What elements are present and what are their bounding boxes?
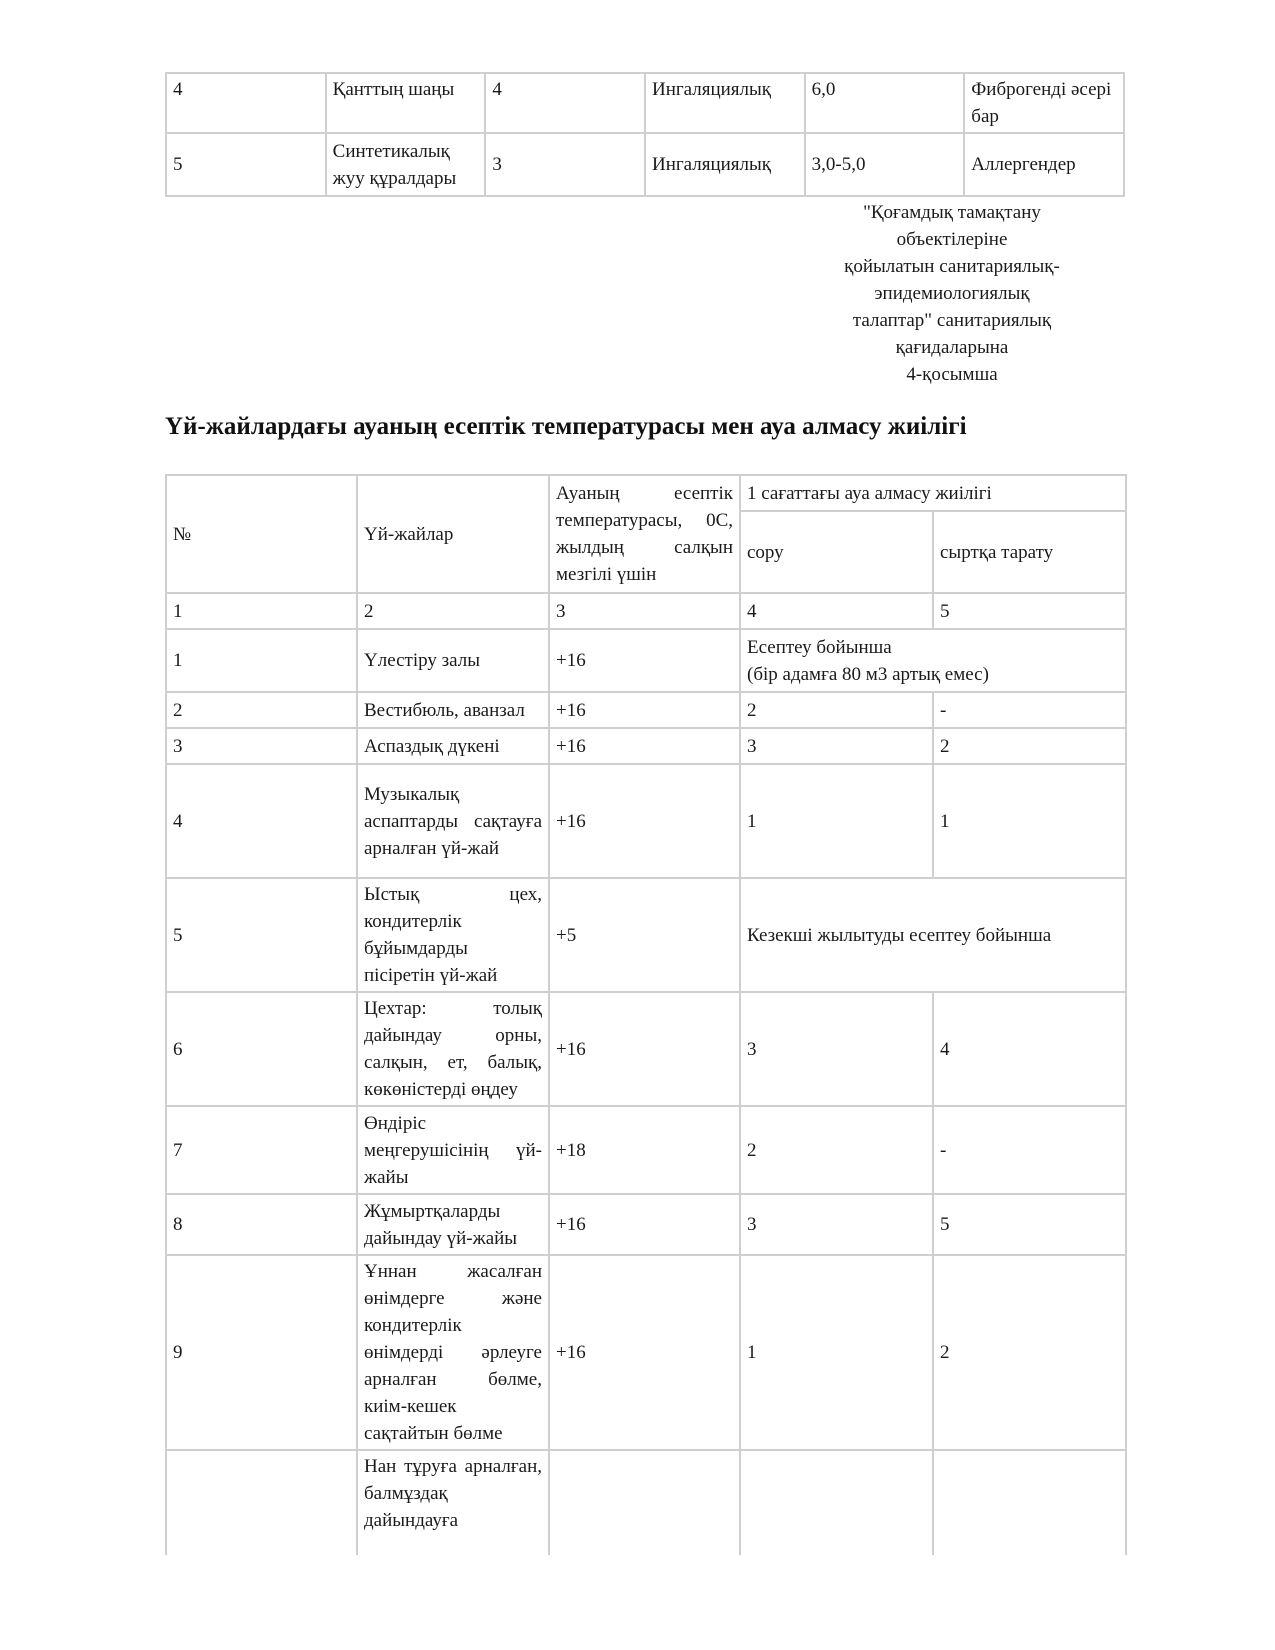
merged-exchange-cell [740, 629, 1126, 692]
row-number: 5 [166, 878, 357, 992]
header-exhaust: сору [740, 511, 933, 593]
exhaust-value: 3 [740, 1194, 933, 1255]
supply-value: 5 [933, 1194, 1126, 1255]
table-row [166, 73, 1124, 133]
temperature-value: +16 [549, 1255, 740, 1450]
row-number: 1 [166, 629, 357, 692]
room-name: Ұннан жасалған өнімдерге және кондитерлік өнімдерді әрлеуге арналған бөлме, киім-кешек сақтайтын бөлме [357, 1255, 549, 1450]
table-row [166, 629, 1126, 692]
merged-exchange-text: Есептеу бойынша [747, 636, 892, 658]
annex-line: эпидемиологиялық [874, 283, 1030, 304]
supply-value [933, 1450, 1126, 1555]
temperature-value: +16 [549, 992, 740, 1106]
row-number: 7 [166, 1106, 357, 1194]
supply-value: 4 [933, 992, 1126, 1106]
temperature-value [549, 1450, 740, 1555]
exhaust-value: 1 [740, 1255, 933, 1450]
row-number [166, 1450, 357, 1555]
table-cell: 6,0 [805, 73, 965, 133]
table-row [166, 1255, 1126, 1450]
header-number: № [166, 475, 357, 593]
room-name: Үлестіру залы [357, 629, 549, 692]
air-temperature-table [165, 474, 1127, 1555]
header-air-exchange: 1 сағаттағы ауа алмасу жиілігі [740, 475, 1126, 511]
table-row [166, 992, 1126, 1106]
annex-line: қойылатын санитариялық- [844, 256, 1060, 277]
hazard-substances-table [165, 72, 1125, 197]
header-temperature: Ауаның есептік температурасы, 0С, жылдың салқын мезгілі үшін [549, 475, 740, 593]
temperature-value: +16 [549, 764, 740, 878]
row-number: 2 [166, 692, 357, 728]
temperature-value: +16 [549, 629, 740, 692]
column-number: 4 [740, 593, 933, 629]
column-number: 5 [933, 593, 1126, 629]
room-name: Нан тұруға арналған, балмұздақ дайындауға [357, 1450, 549, 1555]
exhaust-value: 2 [740, 692, 933, 728]
table-row [166, 1106, 1126, 1194]
table-row [166, 692, 1126, 728]
table-cell: Аллергендер [964, 133, 1124, 196]
table-row [166, 764, 1126, 878]
supply-value: - [933, 1106, 1126, 1194]
exhaust-value: 3 [740, 992, 933, 1106]
annex-line: 4-қосымша [906, 364, 998, 385]
annex-line: қағидаларына [895, 337, 1009, 358]
column-number: 3 [549, 593, 740, 629]
annex-note [812, 199, 1092, 388]
supply-value: - [933, 692, 1126, 728]
row-number: 9 [166, 1255, 357, 1450]
room-name: Цехтар: толық дайындау орны, салқын, ет, балық, көкөністерді өңдеу [357, 992, 549, 1106]
table-row [166, 1450, 1126, 1555]
room-name: Аспаздық дүкені [357, 728, 549, 764]
table-cell: 5 [166, 133, 326, 196]
room-name: Вестибюль, аванзал [357, 692, 549, 728]
header-rooms: Үй-жайлар [357, 475, 549, 593]
supply-value: 2 [933, 1255, 1126, 1450]
room-name: Ыстық цех, кондитерлік бұйымдарды пісіретін үй-жай [357, 878, 549, 992]
table-row [166, 133, 1124, 196]
table-cell: 3,0-5,0 [805, 133, 965, 196]
temperature-value: +16 [549, 1194, 740, 1255]
header-supply: сыртқа тарату [933, 511, 1126, 593]
merged-exchange-note: (бір адамға 80 м3 артық емес) [747, 663, 989, 685]
table-row [166, 728, 1126, 764]
table-cell: 4 [485, 73, 645, 133]
row-number: 3 [166, 728, 357, 764]
table-cell: 3 [485, 133, 645, 196]
section-heading: Үй-жайлардағы ауаның есептік температурасы мен ауа алмасу жиілігі [165, 413, 967, 440]
room-name: Өндіріс меңгерушісінің үй-жайы [357, 1106, 549, 1194]
row-number: 8 [166, 1194, 357, 1255]
table-row [166, 878, 1126, 992]
column-number: 1 [166, 593, 357, 629]
table-cell: Ингаляциялық [645, 73, 805, 133]
column-number: 2 [357, 593, 549, 629]
exhaust-value [740, 1450, 933, 1555]
exhaust-value: 2 [740, 1106, 933, 1194]
table-header-row [166, 475, 1126, 511]
exhaust-value: 1 [740, 764, 933, 878]
column-number-row [166, 593, 1126, 629]
table-cell: 4 [166, 73, 326, 133]
supply-value: 2 [933, 728, 1126, 764]
exhaust-value: 3 [740, 728, 933, 764]
annex-line: объектілеріне [896, 229, 1008, 250]
temperature-value: +5 [549, 878, 740, 992]
temperature-value: +16 [549, 728, 740, 764]
table-cell: Ингаляциялық [645, 133, 805, 196]
table-row [166, 1194, 1126, 1255]
room-name: Музыкалық аспаптарды сақтауға арналған үй-жай [357, 764, 549, 878]
table-cell: Синтетикалық жуу құралдары [326, 133, 486, 196]
temperature-value: +18 [549, 1106, 740, 1194]
row-number: 6 [166, 992, 357, 1106]
temperature-value: +16 [549, 692, 740, 728]
table-cell: Қанттың шаңы [326, 73, 486, 133]
annex-line: талаптар" санитариялық [852, 310, 1052, 331]
merged-exchange-text: Кезекші жылытуды есептеу бойынша [740, 878, 1126, 992]
supply-value: 1 [933, 764, 1126, 878]
room-name: Жұмыртқаларды дайындау үй-жайы [357, 1194, 549, 1255]
row-number: 4 [166, 764, 357, 878]
annex-line: "Қоғамдық тамақтану [863, 202, 1041, 223]
table-cell: Фиброгенді әсері бар [964, 73, 1124, 133]
